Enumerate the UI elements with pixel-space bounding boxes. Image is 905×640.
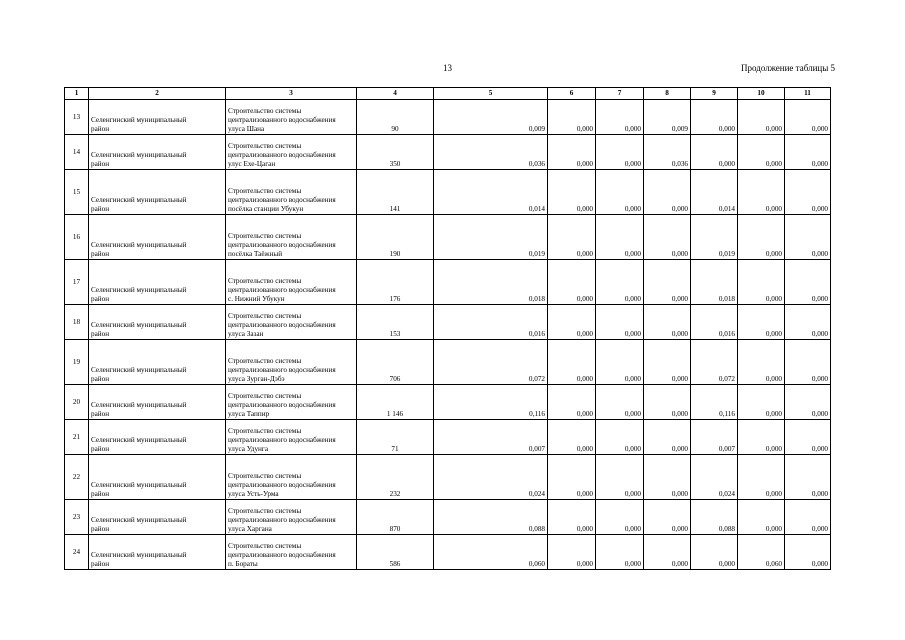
- table-row: [65, 260, 831, 305]
- value-cell-col-5: 0,016: [434, 305, 548, 340]
- project-description-line: Строительство системы: [228, 357, 302, 365]
- value-cell-col-6: 0,000: [548, 170, 596, 215]
- table-row: [65, 135, 831, 170]
- value-cell-col-10: 0,000: [738, 420, 785, 455]
- value-cell-col-10: 0,000: [738, 305, 785, 340]
- project-description-line: Строительство системы: [228, 277, 302, 285]
- value-cell-col-7: 0,000: [596, 535, 644, 570]
- row-number-cell: 20: [65, 385, 89, 420]
- value-cell-col-5: 0,088: [434, 500, 548, 535]
- row-number-cell: 14: [65, 135, 89, 170]
- value-cell-col-4: 232: [357, 455, 434, 500]
- column-header: 3: [226, 88, 357, 100]
- column-header: 2: [89, 88, 226, 100]
- value-cell-col-9: 0,019: [691, 215, 738, 260]
- project-description-line: централизованного водоснабжения: [228, 286, 336, 294]
- municipality-cell: [89, 340, 226, 385]
- value-cell-col-7: 0,000: [596, 500, 644, 535]
- municipality-line: район: [91, 295, 110, 303]
- municipality-line: Селенгинский муниципальный: [91, 241, 187, 249]
- value-cell-col-11: 0,000: [785, 385, 831, 420]
- project-description-line: улуса Удунга: [228, 445, 269, 453]
- column-header: 7: [596, 88, 644, 100]
- project-description-line: Строительство системы: [228, 472, 302, 480]
- project-description-line: Строительство системы: [228, 507, 302, 515]
- table-row: [65, 100, 831, 135]
- row-number-cell: 17: [65, 260, 89, 305]
- row-number-cell: 23: [65, 500, 89, 535]
- row-number-cell: 15: [65, 170, 89, 215]
- value-cell-col-5: 0,072: [434, 340, 548, 385]
- value-cell-col-9: 0,000: [691, 100, 738, 135]
- value-cell-col-10: 0,000: [738, 170, 785, 215]
- project-description-cell: [226, 535, 357, 570]
- value-cell-col-5: 0,024: [434, 455, 548, 500]
- municipality-line: Селенгинский муниципальный: [91, 516, 187, 524]
- value-cell-col-4: 1 146: [357, 385, 434, 420]
- municipality-cell: [89, 455, 226, 500]
- value-cell-col-6: 0,000: [548, 100, 596, 135]
- value-cell-col-11: 0,000: [785, 305, 831, 340]
- value-cell-col-4: 176: [357, 260, 434, 305]
- municipality-cell: [89, 500, 226, 535]
- value-cell-col-4: 706: [357, 340, 434, 385]
- table-continuation-label: Продолжение таблицы 5: [741, 63, 835, 73]
- value-cell-col-8: 0,036: [644, 135, 691, 170]
- value-cell-col-8: 0,000: [644, 260, 691, 305]
- municipality-line: Селенгинский муниципальный: [91, 401, 187, 409]
- page-number: 13: [443, 63, 452, 73]
- project-description-cell: [226, 340, 357, 385]
- row-number-cell: 19: [65, 340, 89, 385]
- project-description-line: посёлка Таёжный: [228, 250, 283, 258]
- municipality-line: район: [91, 525, 110, 533]
- municipality-line: район: [91, 205, 110, 213]
- value-cell-col-10: 0,000: [738, 215, 785, 260]
- project-description-cell: [226, 170, 357, 215]
- value-cell-col-7: 0,000: [596, 455, 644, 500]
- value-cell-col-9: 0,014: [691, 170, 738, 215]
- column-header: 10: [738, 88, 785, 100]
- value-cell-col-11: 0,000: [785, 455, 831, 500]
- column-header: 11: [785, 88, 831, 100]
- value-cell-col-5: 0,116: [434, 385, 548, 420]
- column-header: 9: [691, 88, 738, 100]
- project-description-cell: [226, 500, 357, 535]
- value-cell-col-4: 350: [357, 135, 434, 170]
- value-cell-col-9: 0,018: [691, 260, 738, 305]
- value-cell-col-6: 0,000: [548, 420, 596, 455]
- row-number-cell: 16: [65, 215, 89, 260]
- value-cell-col-5: 0,036: [434, 135, 548, 170]
- value-cell-col-6: 0,000: [548, 215, 596, 260]
- value-cell-col-4: 190: [357, 215, 434, 260]
- value-cell-col-9: 0,024: [691, 455, 738, 500]
- value-cell-col-10: 0,000: [738, 340, 785, 385]
- municipality-line: Селенгинский муниципальный: [91, 151, 187, 159]
- value-cell-col-7: 0,000: [596, 100, 644, 135]
- project-description-cell: [226, 455, 357, 500]
- value-cell-col-5: 0,009: [434, 100, 548, 135]
- value-cell-col-10: 0,000: [738, 135, 785, 170]
- value-cell-col-4: 870: [357, 500, 434, 535]
- value-cell-col-11: 0,000: [785, 260, 831, 305]
- column-header: 6: [548, 88, 596, 100]
- value-cell-col-5: 0,018: [434, 260, 548, 305]
- project-description-cell: [226, 215, 357, 260]
- row-number-cell: 21: [65, 420, 89, 455]
- table-header-row: [65, 88, 831, 100]
- value-cell-col-10: 0,000: [738, 500, 785, 535]
- table-row: [65, 535, 831, 570]
- table-row: [65, 455, 831, 500]
- value-cell-col-8: 0,000: [644, 385, 691, 420]
- value-cell-col-10: 0,000: [738, 260, 785, 305]
- value-cell-col-7: 0,000: [596, 385, 644, 420]
- value-cell-col-10: 0,060: [738, 535, 785, 570]
- project-description-line: улус Ехе-Цаган: [228, 160, 276, 168]
- municipality-cell: [89, 305, 226, 340]
- value-cell-col-8: 0,000: [644, 500, 691, 535]
- value-cell-col-6: 0,000: [548, 135, 596, 170]
- project-description-line: посёлка станции Убукун: [228, 205, 304, 213]
- project-description-cell: [226, 420, 357, 455]
- municipality-line: Селенгинский муниципальный: [91, 366, 187, 374]
- municipality-cell: [89, 535, 226, 570]
- municipality-line: Селенгинский муниципальный: [91, 321, 187, 329]
- value-cell-col-6: 0,000: [548, 535, 596, 570]
- value-cell-col-8: 0,000: [644, 340, 691, 385]
- value-cell-col-11: 0,000: [785, 420, 831, 455]
- value-cell-col-7: 0,000: [596, 260, 644, 305]
- value-cell-col-10: 0,000: [738, 100, 785, 135]
- value-cell-col-6: 0,000: [548, 500, 596, 535]
- value-cell-col-6: 0,000: [548, 305, 596, 340]
- value-cell-col-7: 0,000: [596, 215, 644, 260]
- value-cell-col-8: 0,000: [644, 535, 691, 570]
- project-description-cell: [226, 385, 357, 420]
- column-header: 8: [644, 88, 691, 100]
- value-cell-col-11: 0,000: [785, 340, 831, 385]
- municipality-line: Селенгинский муниципальный: [91, 481, 187, 489]
- value-cell-col-8: 0,000: [644, 305, 691, 340]
- project-description-line: централизованного водоснабжения: [228, 516, 336, 524]
- value-cell-col-8: 0,009: [644, 100, 691, 135]
- value-cell-col-11: 0,000: [785, 100, 831, 135]
- table-row: [65, 215, 831, 260]
- municipality-line: район: [91, 330, 110, 338]
- municipality-line: Селенгинский муниципальный: [91, 286, 187, 294]
- column-header: 1: [65, 88, 89, 100]
- project-description-line: Строительство системы: [228, 392, 302, 400]
- municipality-cell: [89, 420, 226, 455]
- project-description-cell: [226, 260, 357, 305]
- table-body: [65, 100, 831, 570]
- value-cell-col-9: 0,000: [691, 535, 738, 570]
- row-number-cell: 24: [65, 535, 89, 570]
- project-description-line: Строительство системы: [228, 427, 302, 435]
- municipality-line: район: [91, 410, 110, 418]
- municipality-line: район: [91, 375, 110, 383]
- municipality-line: район: [91, 445, 110, 453]
- municipality-line: район: [91, 560, 110, 568]
- value-cell-col-5: 0,007: [434, 420, 548, 455]
- project-description-line: улуса Таппир: [228, 410, 270, 418]
- project-description-line: централизованного водоснабжения: [228, 551, 336, 559]
- table-row: [65, 170, 831, 215]
- value-cell-col-8: 0,000: [644, 215, 691, 260]
- project-description-line: централизованного водоснабжения: [228, 481, 336, 489]
- value-cell-col-4: 586: [357, 535, 434, 570]
- value-cell-col-9: 0,072: [691, 340, 738, 385]
- value-cell-col-5: 0,014: [434, 170, 548, 215]
- value-cell-col-9: 0,000: [691, 135, 738, 170]
- value-cell-col-7: 0,000: [596, 305, 644, 340]
- municipality-line: Селенгинский муниципальный: [91, 551, 187, 559]
- project-description-line: централизованного водоснабжения: [228, 151, 336, 159]
- value-cell-col-6: 0,000: [548, 385, 596, 420]
- row-number-cell: 22: [65, 455, 89, 500]
- table-row: [65, 305, 831, 340]
- value-cell-col-11: 0,000: [785, 535, 831, 570]
- value-cell-col-7: 0,000: [596, 420, 644, 455]
- value-cell-col-9: 0,116: [691, 385, 738, 420]
- project-description-line: Строительство системы: [228, 107, 302, 115]
- project-description-line: Строительство системы: [228, 232, 302, 240]
- project-description-line: Строительство системы: [228, 542, 302, 550]
- row-number-cell: 18: [65, 305, 89, 340]
- value-cell-col-11: 0,000: [785, 170, 831, 215]
- project-description-line: централизованного водоснабжения: [228, 241, 336, 249]
- value-cell-col-8: 0,000: [644, 455, 691, 500]
- municipality-cell: [89, 170, 226, 215]
- value-cell-col-10: 0,000: [738, 455, 785, 500]
- table-row: [65, 420, 831, 455]
- project-description-line: Строительство системы: [228, 142, 302, 150]
- municipality-line: Селенгинский муниципальный: [91, 196, 187, 204]
- project-description-cell: [226, 135, 357, 170]
- value-cell-col-8: 0,000: [644, 170, 691, 215]
- column-header: 5: [434, 88, 548, 100]
- value-cell-col-9: 0,088: [691, 500, 738, 535]
- value-cell-col-5: 0,060: [434, 535, 548, 570]
- municipality-line: Селенгинский муниципальный: [91, 116, 187, 124]
- project-description-line: улуса Зазан: [228, 330, 264, 338]
- project-description-line: Строительство системы: [228, 312, 302, 320]
- municipality-cell: [89, 385, 226, 420]
- value-cell-col-4: 90: [357, 100, 434, 135]
- value-cell-col-6: 0,000: [548, 455, 596, 500]
- value-cell-col-4: 141: [357, 170, 434, 215]
- value-cell-col-5: 0,019: [434, 215, 548, 260]
- project-description-cell: [226, 305, 357, 340]
- project-description-line: централизованного водоснабжения: [228, 436, 336, 444]
- data-table: [64, 87, 831, 570]
- table-row: [65, 340, 831, 385]
- project-description-line: с. Нижний Убукун: [228, 295, 285, 303]
- project-description-line: улуса Зурган-Дэбэ: [228, 375, 285, 383]
- value-cell-col-7: 0,000: [596, 340, 644, 385]
- value-cell-col-7: 0,000: [596, 135, 644, 170]
- value-cell-col-4: 153: [357, 305, 434, 340]
- project-description-line: централизованного водоснабжения: [228, 366, 336, 374]
- project-description-line: централизованного водоснабжения: [228, 401, 336, 409]
- project-description-line: п. Бораты: [228, 560, 258, 568]
- value-cell-col-6: 0,000: [548, 340, 596, 385]
- table-row: [65, 500, 831, 535]
- municipality-cell: [89, 260, 226, 305]
- value-cell-col-10: 0,000: [738, 385, 785, 420]
- project-description-line: централизованного водоснабжения: [228, 196, 336, 204]
- row-number-cell: 13: [65, 100, 89, 135]
- municipality-line: Селенгинский муниципальный: [91, 436, 187, 444]
- municipality-cell: [89, 135, 226, 170]
- project-description-line: улуса Харгана: [228, 525, 272, 533]
- value-cell-col-6: 0,000: [548, 260, 596, 305]
- project-description-line: улуса Шана: [228, 125, 265, 133]
- municipality-line: район: [91, 160, 110, 168]
- municipality-line: район: [91, 250, 110, 258]
- municipality-cell: [89, 100, 226, 135]
- column-header: 4: [357, 88, 434, 100]
- project-description-line: централизованного водоснабжения: [228, 321, 336, 329]
- value-cell-col-9: 0,016: [691, 305, 738, 340]
- table-row: [65, 385, 831, 420]
- municipality-line: район: [91, 490, 110, 498]
- project-description-line: улуса Усть-Урма: [228, 490, 279, 498]
- municipality-line: район: [91, 125, 110, 133]
- value-cell-col-4: 71: [357, 420, 434, 455]
- value-cell-col-11: 0,000: [785, 215, 831, 260]
- project-description-line: Строительство системы: [228, 187, 302, 195]
- value-cell-col-11: 0,000: [785, 500, 831, 535]
- project-description-line: централизованного водоснабжения: [228, 116, 336, 124]
- value-cell-col-8: 0,000: [644, 420, 691, 455]
- project-description-cell: [226, 100, 357, 135]
- value-cell-col-9: 0,007: [691, 420, 738, 455]
- value-cell-col-11: 0,000: [785, 135, 831, 170]
- value-cell-col-7: 0,000: [596, 170, 644, 215]
- municipality-cell: [89, 215, 226, 260]
